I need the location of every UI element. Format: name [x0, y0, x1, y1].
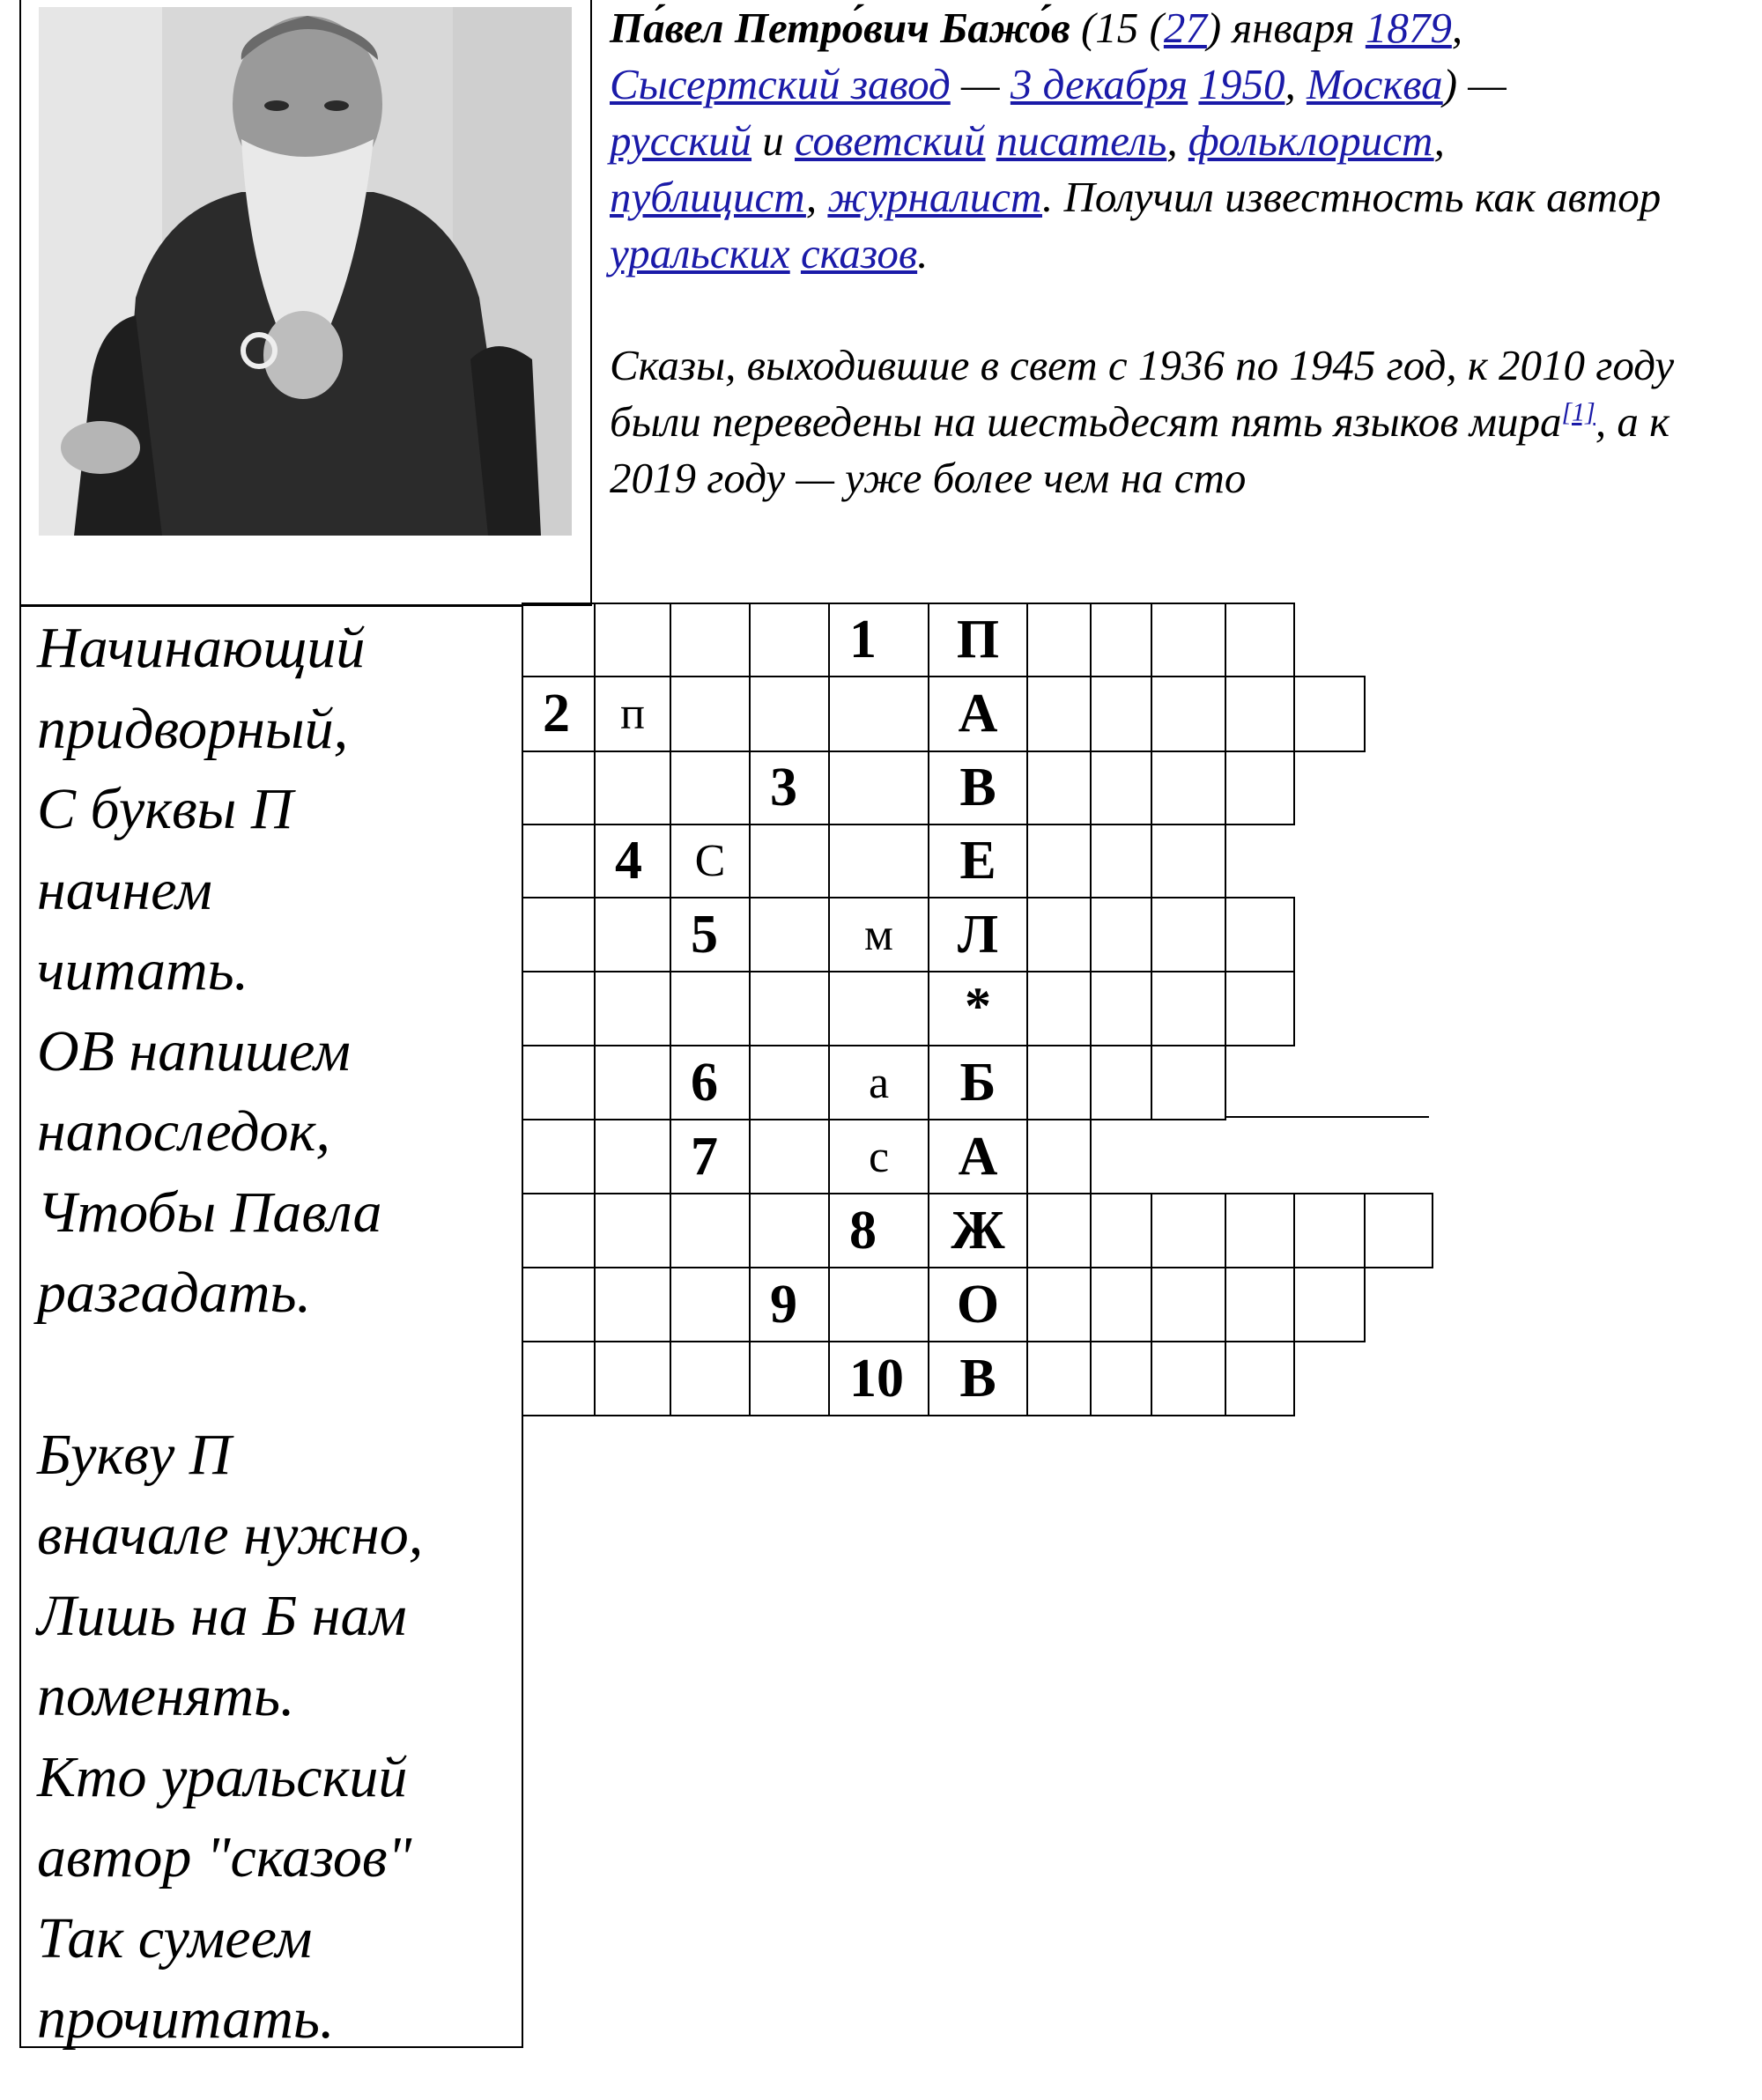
- crossword-cell: [1090, 751, 1152, 825]
- crossword-clue-number: 9: [749, 1267, 830, 1342]
- poem-line: Чтобы Павла: [37, 1179, 382, 1245]
- crossword-hint-cell: а: [828, 1045, 929, 1120]
- crossword-cell: [828, 676, 929, 752]
- crossword-cell: [670, 676, 751, 752]
- crossword-cell: [1026, 1193, 1092, 1268]
- crossword-key-cell: Л: [928, 897, 1028, 972]
- crossword-cell: [1026, 1045, 1092, 1120]
- bio-text: —: [950, 60, 1011, 108]
- link-journalist[interactable]: журналист: [827, 173, 1042, 221]
- crossword-cell: [1293, 676, 1366, 752]
- riddle-poem: [37, 608, 517, 2059]
- crossword-cell: [1026, 824, 1092, 898]
- link-birth-place[interactable]: Сысертский завод: [610, 60, 951, 108]
- crossword-cell: [749, 1341, 830, 1416]
- crossword-key-cell: В: [928, 1341, 1028, 1416]
- bio-text: .: [917, 229, 929, 277]
- poem-line: автор "сказов": [37, 1825, 412, 1889]
- crossword-cell: [1090, 1341, 1152, 1416]
- crossword-cell: [1090, 897, 1152, 972]
- bio-paragraph-1: [610, 0, 1755, 282]
- crossword-cell: [594, 603, 671, 677]
- crossword-cell: [1293, 1193, 1366, 1268]
- crossword-cell: [522, 971, 596, 1046]
- poem-line: Кто уральский: [37, 1744, 408, 1809]
- link-soviet[interactable]: советский: [795, 116, 986, 165]
- bio-text: (15 (: [1070, 4, 1164, 52]
- crossword-cell: [522, 897, 596, 972]
- crossword-hint-cell: с: [828, 1119, 929, 1194]
- crossword-cell: [1090, 1267, 1152, 1342]
- crossword-clue-number: 10: [828, 1341, 929, 1416]
- crossword-cell: [1026, 676, 1092, 752]
- poem-line: С буквы П: [37, 777, 293, 841]
- crossword-cell: [594, 1045, 671, 1120]
- crossword-cell: [522, 824, 596, 898]
- crossword-cell: [1293, 1267, 1366, 1342]
- crossword-cell: [828, 971, 929, 1046]
- crossword-cell: [522, 1193, 596, 1268]
- poem-line: ОВ напишем: [37, 1018, 351, 1083]
- crossword-key-cell: В: [928, 751, 1028, 825]
- crossword-cell: [828, 751, 929, 825]
- bio-text: ,: [805, 173, 828, 221]
- crossword-cell: [749, 1193, 830, 1268]
- crossword-cell: [1151, 1267, 1226, 1342]
- crossword-cell: [594, 1267, 671, 1342]
- crossword-cell: [522, 1341, 596, 1416]
- crossword-key-cell: А: [928, 1119, 1028, 1194]
- crossword-cell: [670, 603, 751, 677]
- crossword-cell: [749, 1119, 830, 1194]
- crossword-cell: [1225, 897, 1295, 972]
- crossword-cell: [1225, 676, 1295, 752]
- crossword-cell: [1026, 603, 1092, 677]
- crossword-cell: [594, 1119, 671, 1194]
- poem-line: придворный,: [37, 696, 349, 761]
- crossword-cell: [1151, 897, 1226, 972]
- crossword-key-cell: А: [928, 676, 1028, 752]
- crossword-cell: [1151, 751, 1226, 825]
- crossword-cell: [1090, 1193, 1152, 1268]
- crossword-cell: [1090, 603, 1152, 677]
- poem-line: разгадать.: [37, 1261, 312, 1325]
- bio-text: ,: [1433, 116, 1445, 165]
- crossword-cell: [1026, 751, 1092, 825]
- poem-line: вначале нужно,: [37, 1503, 424, 1567]
- crossword-hint-cell: С: [670, 824, 751, 898]
- bio-paragraph-2: [610, 337, 1755, 507]
- link-death-place[interactable]: Москва: [1306, 60, 1443, 108]
- poem-line: начнем: [37, 857, 212, 922]
- link-publicist[interactable]: публицист: [610, 173, 806, 221]
- crossword-key-cell: Ж: [928, 1193, 1028, 1268]
- bio-text: [986, 116, 996, 165]
- poem-line: Букву П: [37, 1422, 232, 1487]
- crossword-key-cell: П: [928, 603, 1028, 677]
- crossword-cell: [1225, 1267, 1295, 1342]
- biography-text: [610, 0, 1755, 507]
- crossword-cell: [1151, 1045, 1226, 1120]
- crossword-cell: [670, 1267, 751, 1342]
- crossword-hint-cell: м: [828, 897, 929, 972]
- crossword-cell: [1151, 971, 1226, 1046]
- crossword-cell: [594, 971, 671, 1046]
- crossword-cell: [594, 1193, 671, 1268]
- bio-text: ) —: [1442, 60, 1507, 108]
- bio-text: [1188, 60, 1198, 108]
- bio-text: Сказы, выходившие в свет с 1936 по 1945 год, к 2010 году были переведены на шестьдесят пять языков мира: [610, 341, 1675, 446]
- crossword-clue-number: 2: [522, 676, 596, 752]
- crossword-cell: [1151, 603, 1226, 677]
- link-ural[interactable]: уральских: [610, 229, 790, 277]
- portrait-image: [39, 7, 572, 536]
- poem-stanza-1: [37, 608, 517, 1334]
- poem-line: Начинающий: [37, 616, 366, 680]
- crossword-cell: [670, 1341, 751, 1416]
- crossword-cell: [749, 676, 830, 752]
- crossword-cell: [1026, 1341, 1092, 1416]
- crossword-cell: [1225, 751, 1295, 825]
- link-russian[interactable]: русский: [610, 116, 752, 165]
- link-writer[interactable]: писатель: [996, 116, 1167, 165]
- crossword-cell: [522, 1267, 596, 1342]
- crossword-cell: [1151, 1341, 1226, 1416]
- crossword-cell: [594, 751, 671, 825]
- link-death-year[interactable]: 1950: [1198, 60, 1285, 108]
- crossword-cell: [670, 751, 751, 825]
- crossword-key-cell: *: [928, 971, 1028, 1046]
- link-day[interactable]: 27: [1163, 4, 1207, 52]
- bio-text: ,: [1166, 116, 1188, 165]
- link-birth-year[interactable]: 1879: [1365, 4, 1452, 52]
- poem-line: Лишь на Б нам: [37, 1583, 407, 1648]
- crossword-cell: [1026, 1267, 1092, 1342]
- portrait-photo: [39, 7, 572, 536]
- crossword-cell: [670, 971, 751, 1046]
- link-death-date[interactable]: 3 декабря: [1010, 60, 1188, 108]
- crossword-clue-number: 8: [828, 1193, 929, 1268]
- poem-line: прочитать.: [37, 1986, 335, 2051]
- poem-stanza-2: [37, 1415, 517, 2059]
- crossword-cell: [522, 751, 596, 825]
- grid-line: [1226, 1116, 1429, 1118]
- poem-line: напоследок,: [37, 1099, 330, 1164]
- bio-text: ) января: [1206, 4, 1366, 52]
- crossword-cell: [1151, 824, 1226, 898]
- crossword-key-cell: Б: [928, 1045, 1028, 1120]
- crossword-cell: [1090, 676, 1152, 752]
- crossword-cell: [749, 897, 830, 972]
- poem-line: Так сумеем: [37, 1905, 313, 1971]
- crossword-clue-number: 6: [670, 1045, 751, 1120]
- crossword-cell: [1090, 971, 1152, 1046]
- crossword-cell: [594, 1341, 671, 1416]
- crossword-clue-number: 3: [749, 751, 830, 825]
- crossword-cell: [828, 824, 929, 898]
- crossword-cell: [594, 897, 671, 972]
- crossword-cell: [1026, 971, 1092, 1046]
- crossword-cell: [749, 603, 830, 677]
- bio-text: , а к 2019 году — уже более чем на сто: [610, 397, 1670, 502]
- crossword-cell: [1151, 1193, 1226, 1268]
- link-folklorist[interactable]: фольклорист: [1188, 116, 1434, 165]
- crossword-cell: [1026, 897, 1092, 972]
- crossword-key-cell: О: [928, 1267, 1028, 1342]
- crossword-cell: [1225, 603, 1295, 677]
- crossword-cell: [1026, 1119, 1092, 1194]
- crossword-cell: [1151, 676, 1226, 752]
- crossword-clue-number: 1: [828, 603, 929, 677]
- crossword-cell: [749, 824, 830, 898]
- crossword-cell: [1225, 1193, 1295, 1268]
- person-name: Па́вел Петро́вич Бажо́в: [610, 4, 1070, 52]
- poem-line: читать.: [37, 938, 249, 1002]
- link-reference[interactable]: [1]: [1561, 397, 1595, 427]
- crossword-hint-cell: п: [594, 676, 671, 752]
- crossword-cell: [749, 1045, 830, 1120]
- bio-text: ,: [1284, 60, 1307, 108]
- bio-text: . Получил известность как автор: [1042, 173, 1662, 221]
- crossword-cell: [1225, 971, 1295, 1046]
- bio-text: и: [751, 116, 796, 165]
- link-tales[interactable]: сказов: [800, 229, 918, 277]
- crossword-cell: [1225, 1341, 1295, 1416]
- crossword-key-cell: Е: [928, 824, 1028, 898]
- crossword-cell: [522, 603, 596, 677]
- bio-text: [790, 229, 801, 277]
- crossword-clue-number: 7: [670, 1119, 751, 1194]
- crossword-cell: [522, 1045, 596, 1120]
- bio-text: ,: [1451, 4, 1463, 52]
- crossword-cell: [1090, 824, 1152, 898]
- crossword-clue-number: 4: [594, 824, 671, 898]
- crossword-cell: [522, 1119, 596, 1194]
- crossword-cell: [670, 1193, 751, 1268]
- crossword-cell: [749, 971, 830, 1046]
- crossword-cell: [1364, 1193, 1433, 1268]
- poem-line: поменять.: [37, 1664, 295, 1728]
- crossword-cell: [828, 1267, 929, 1342]
- crossword-clue-number: 5: [670, 897, 751, 972]
- crossword-cell: [1090, 1045, 1152, 1120]
